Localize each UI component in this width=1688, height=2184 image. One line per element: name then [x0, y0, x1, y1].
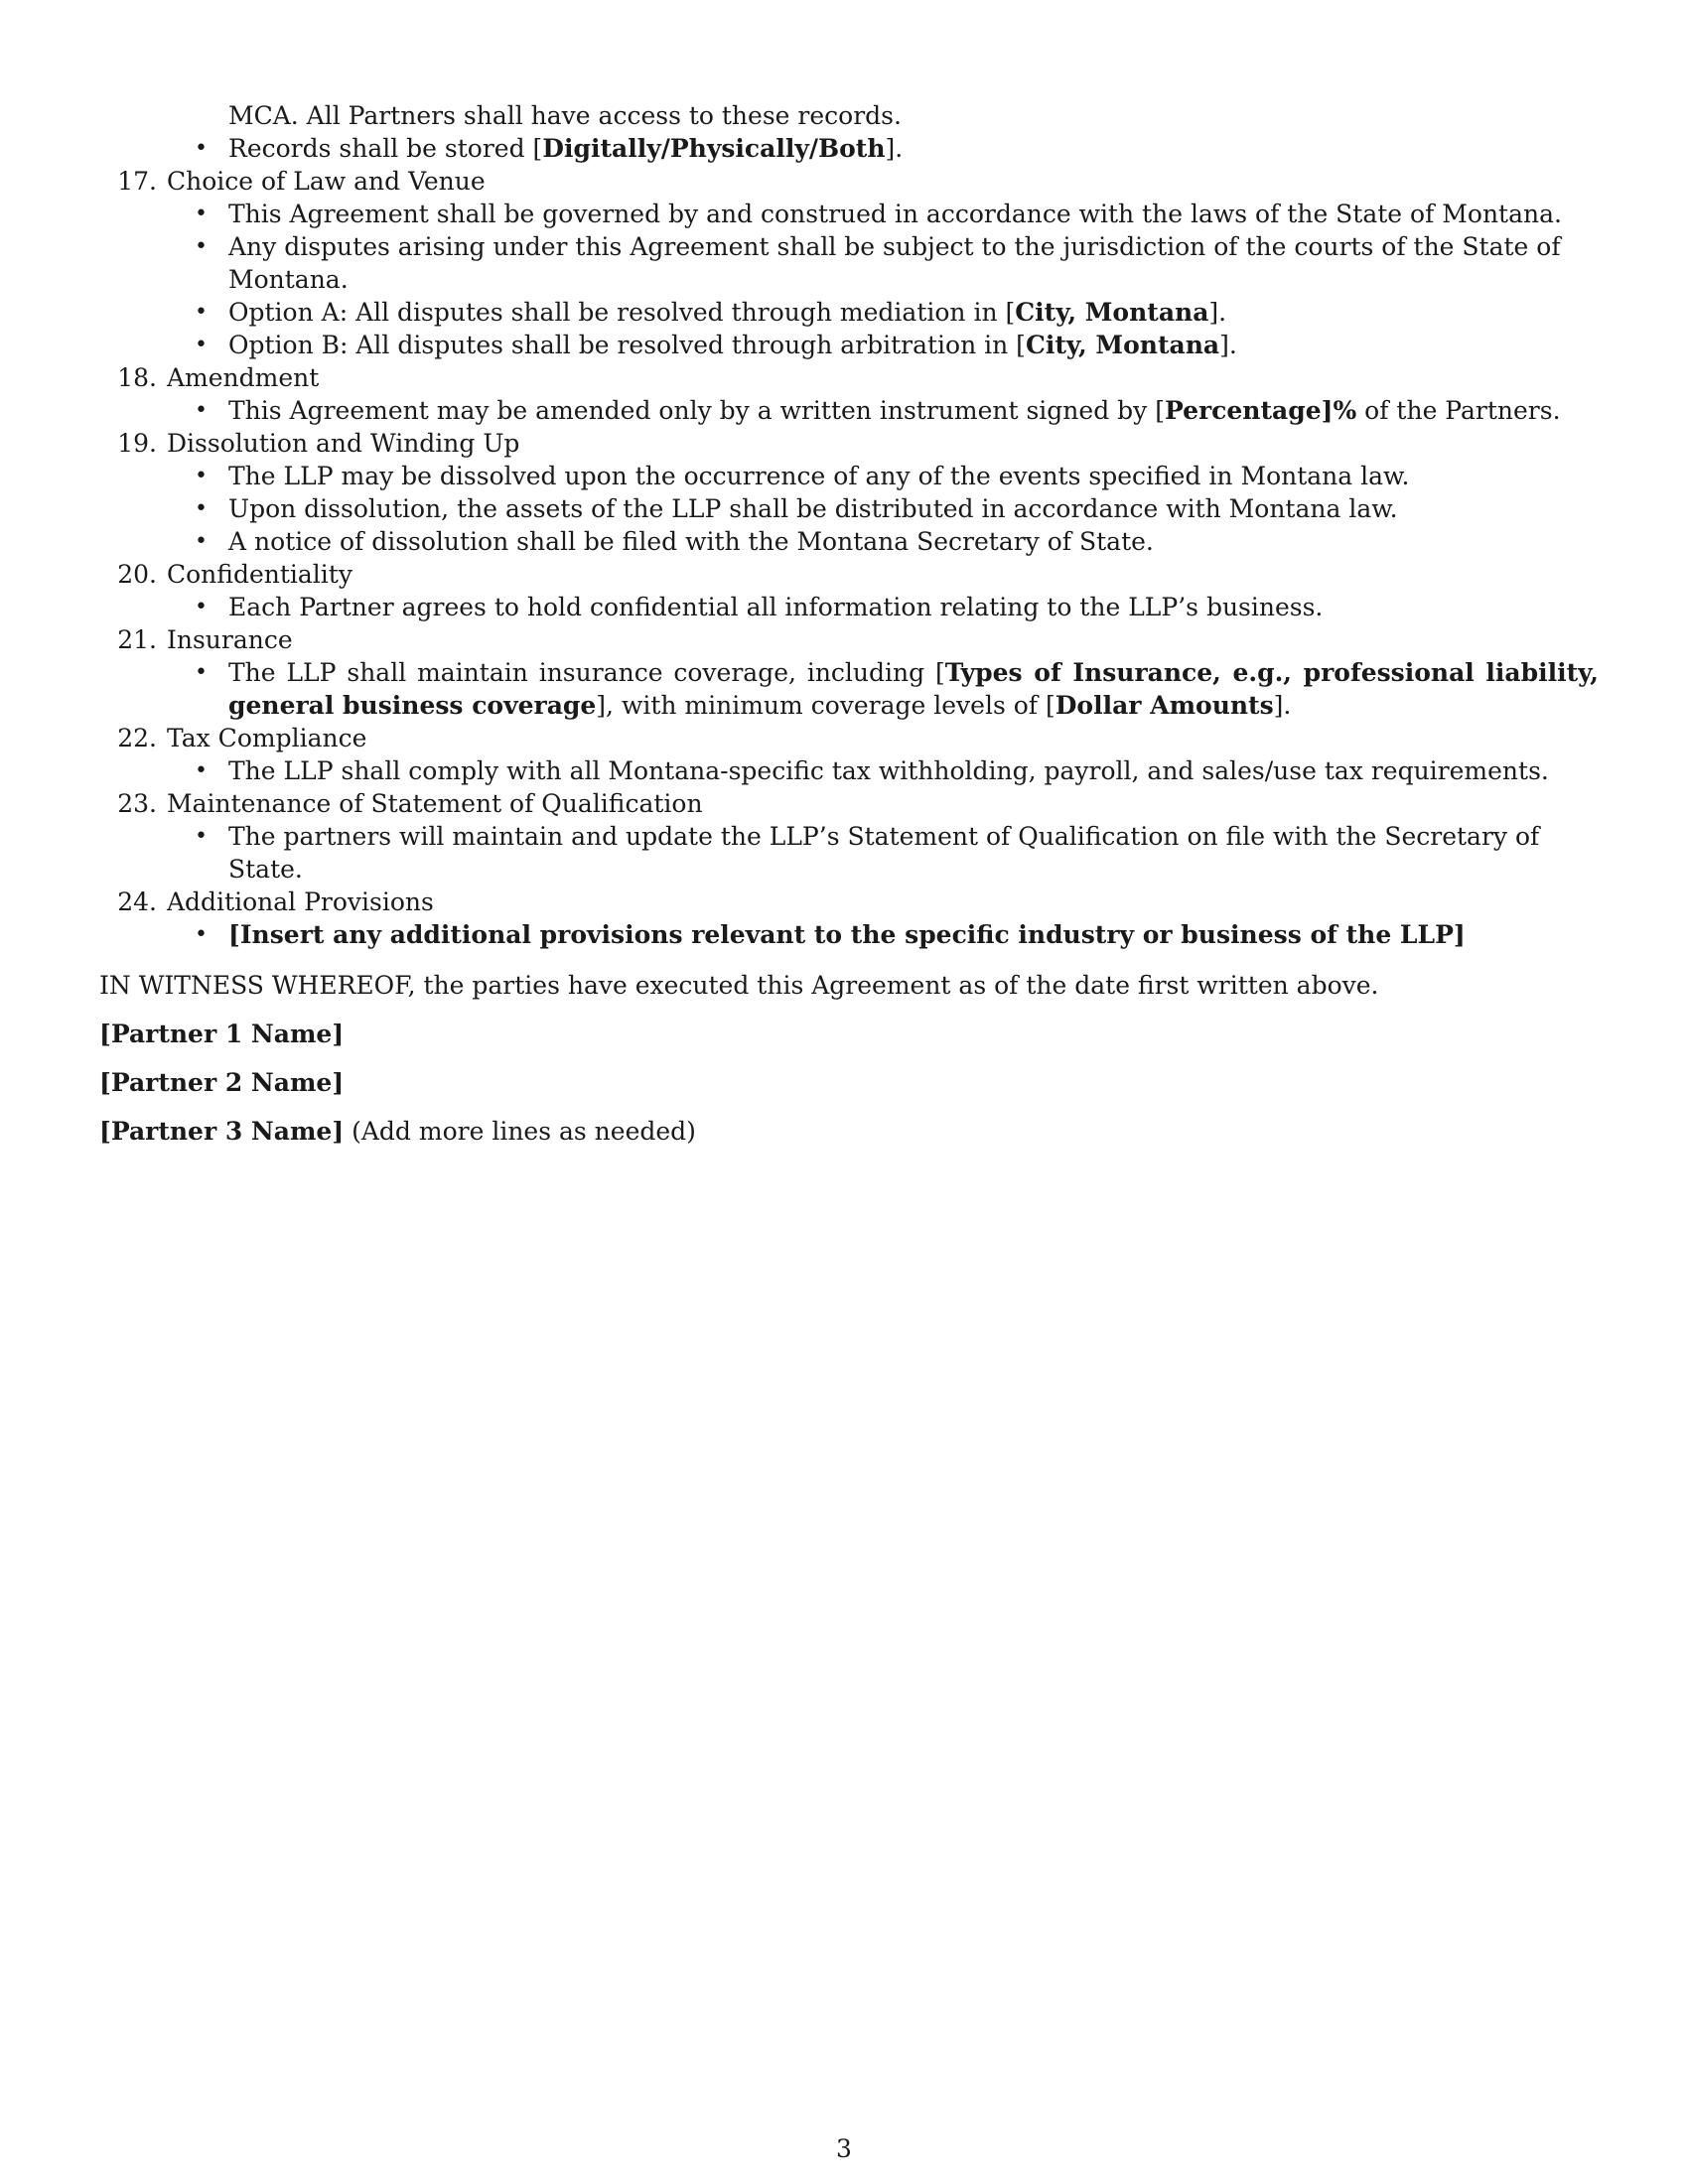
section-number: 22. [117, 724, 157, 752]
section-heading [99, 886, 1599, 918]
section-number: 17. [117, 167, 157, 196]
section-23-bullets [99, 820, 1599, 886]
list-item: • The LLP shall maintain insurance coverage, including [Types of Insurance, e.g., professional liability, general business coverage], with minimum coverage levels of [Dollar Amounts]. [99, 656, 1599, 722]
section-19 [99, 427, 1599, 558]
section-heading [99, 722, 1599, 754]
signature-line-partner-1: [Partner 1 Name] [99, 1020, 345, 1048]
placeholder-additional-provisions: Insert any additional provisions relevant to the specific industry or business of the LLP [239, 920, 1454, 949]
continued-text: MCA. All Partners shall have access to these records. [228, 101, 902, 130]
section-heading [99, 427, 1599, 460]
section-heading [99, 623, 1599, 656]
placeholder-storage-method: Digitally/Physically/Both [542, 134, 886, 163]
placeholder-city: City, Montana [1015, 298, 1209, 327]
section-16-bullets [99, 132, 1599, 165]
list-item: • Option A: All disputes shall be resolved through mediation in [City, Montana]. [99, 296, 1599, 329]
placeholder-insurance-types: Types of Insurance, e.g., professional liability, general business coverage [228, 658, 1599, 720]
section-title: Additional Provisions [167, 887, 434, 916]
section-title: Dissolution and Winding Up [167, 429, 520, 458]
section-22-bullets [99, 754, 1599, 787]
section-22 [99, 722, 1599, 787]
section-list [99, 165, 1599, 951]
list-item: • This Agreement may be amended only by a written instrument signed by [Percentage]% of the Partners. [99, 394, 1599, 427]
witness-statement: IN WITNESS WHEREOF, the parties have executed this Agreement as of the date first written above. [99, 971, 1379, 1000]
section-20-bullets [99, 591, 1599, 623]
list-item: • Option B: All disputes shall be resolved through arbitration in [City, Montana]. [99, 329, 1599, 361]
list-item: • [Insert any additional provisions relevant to the specific industry or business of the LLP] [99, 918, 1599, 951]
section-title: Insurance [167, 625, 293, 654]
section-18-bullets [99, 394, 1599, 427]
section-number: 19. [117, 429, 157, 458]
list-item: • The LLP may be dissolved upon the occurrence of any of the events specified in Montana law. [99, 460, 1599, 492]
section-19-bullets [99, 460, 1599, 558]
add-more-lines-note: (Add more lines as needed) [344, 1117, 696, 1146]
list-item: • The partners will maintain and update the LLP’s Statement of Qualification on file with the Secretary of State. [99, 820, 1599, 886]
list-item: • Each Partner agrees to hold confidential all information relating to the LLP’s business. [99, 591, 1599, 623]
section-20 [99, 558, 1599, 623]
list-item: • The LLP shall comply with all Montana-specific tax withholding, payroll, and sales/use tax requirements. [99, 754, 1599, 787]
section-heading [99, 165, 1599, 198]
section-17 [99, 165, 1599, 361]
section-number: 18. [117, 363, 157, 392]
placeholder-percentage: Percentage [1164, 396, 1322, 425]
section-18 [99, 361, 1599, 427]
section-number: 20. [117, 560, 157, 589]
section-24-bullets [99, 918, 1599, 951]
section-heading [99, 787, 1599, 820]
list-item: • Upon dissolution, the assets of the LLP shall be distributed in accordance with Montana law. [99, 492, 1599, 525]
section-title: Choice of Law and Venue [167, 167, 486, 196]
section-title: Confidentiality [167, 560, 352, 589]
section-title: Maintenance of Statement of Qualification [167, 789, 703, 818]
section-21-bullets [99, 656, 1599, 722]
document-body [99, 99, 1599, 1148]
section-number: 23. [117, 789, 157, 818]
list-item: • Any disputes arising under this Agreement shall be subject to the jurisdiction of the courts of the State of Montana. [99, 230, 1599, 296]
signature-line-partner-3: [Partner 3 Name] (Add more lines as needed) [99, 1117, 696, 1146]
records-storage-bullet: • Records shall be stored [Digitally/Physically/Both]. [99, 132, 1599, 165]
section-heading [99, 361, 1599, 394]
section-number: 24. [117, 887, 157, 916]
section-title: Amendment [167, 363, 320, 392]
section-17-bullets [99, 198, 1599, 361]
placeholder-city: City, Montana [1025, 331, 1220, 359]
section-number: 21. [117, 625, 157, 654]
list-item: • This Agreement shall be governed by and construed in accordance with the laws of the State of Montana. [99, 198, 1599, 230]
list-item: • A notice of dissolution shall be filed with the Montana Secretary of State. [99, 525, 1599, 558]
section-24 [99, 886, 1599, 951]
section-heading [99, 558, 1599, 591]
section-title: Tax Compliance [167, 724, 367, 752]
section-23 [99, 787, 1599, 886]
section-21 [99, 623, 1599, 722]
signature-line-partner-2: [Partner 2 Name] [99, 1068, 345, 1097]
page-number: 3 [836, 2134, 852, 2163]
placeholder-dollar-amounts: Dollar Amounts [1055, 691, 1274, 720]
